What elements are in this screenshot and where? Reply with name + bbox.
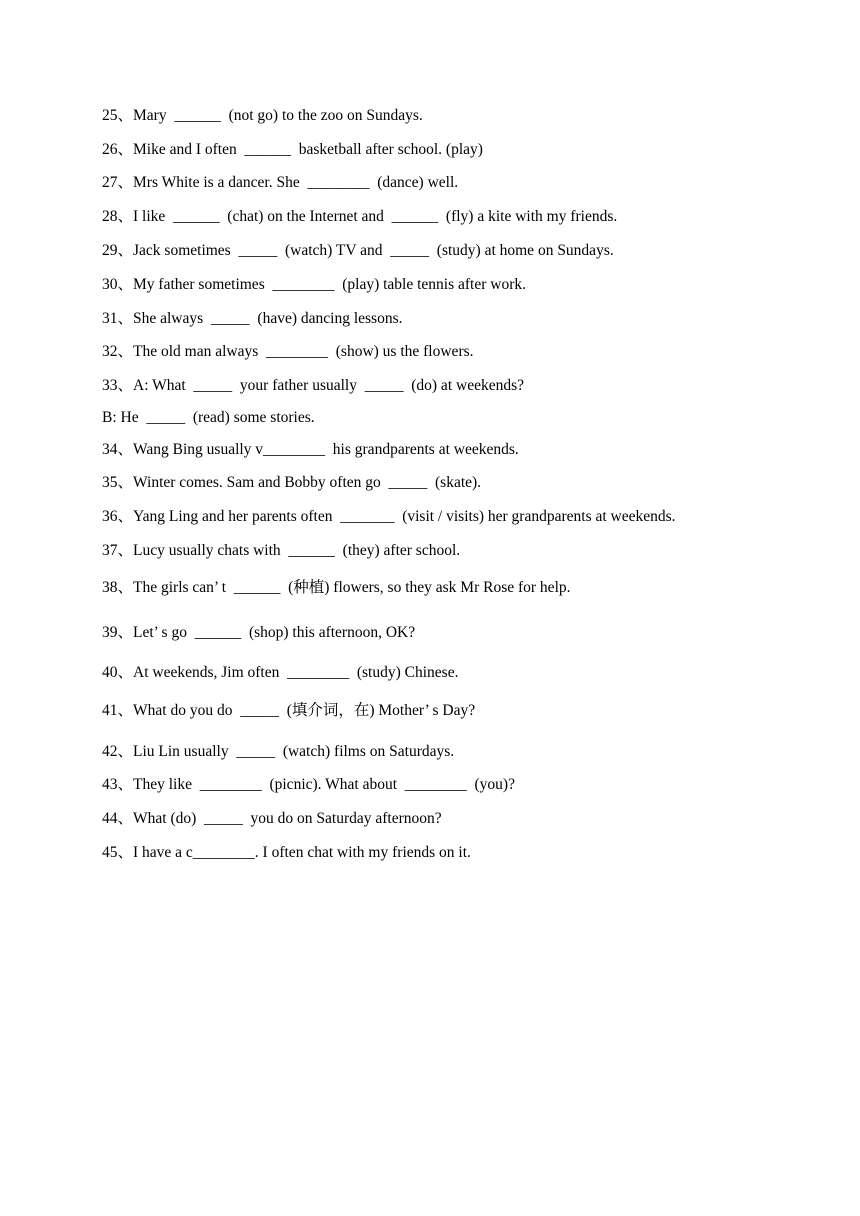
question-26: 26、Mike and I often ______ basketball after school. (play) xyxy=(102,141,483,158)
question-30: 30、My father sometimes ________ (play) table tennis after work. xyxy=(102,276,526,293)
question-45: 45、I have a c________. I often chat with my friends on it. xyxy=(102,844,471,861)
question-36: 36、Yang Ling and her parents often _______ (visit / visits) her grandparents at weekends. xyxy=(102,508,676,525)
question-28: 28、I like ______ (chat) on the Internet and ______ (fly) a kite with my friends. xyxy=(102,208,618,225)
question-34: 34、Wang Bing usually v________ his grandparents at weekends. xyxy=(102,441,519,458)
question-31: 31、She always _____ (have) dancing lessons. xyxy=(102,310,403,327)
question-32: 32、The old man always ________ (show) us the flowers. xyxy=(102,343,474,360)
question-27: 27、Mrs White is a dancer. She ________ (dance) well. xyxy=(102,174,459,191)
question-29: 29、Jack sometimes _____ (watch) TV and _____ (study) at home on Sundays. xyxy=(102,242,614,259)
question-41: 41、What do you do _____ (填介词，在) Mother’ s Day? xyxy=(102,702,476,719)
question-40: 40、At weekends, Jim often ________ (study) Chinese. xyxy=(102,664,459,681)
question-33-b: B: He _____ (read) some stories. xyxy=(102,409,315,426)
question-39: 39、Let’ s go ______ (shop) this afternoon, OK? xyxy=(102,624,416,641)
question-43: 43、They like ________ (picnic). What about ________ (you)? xyxy=(102,776,515,793)
question-38: 38、The girls can’ t ______ (种植) flowers, so they ask Mr Rose for help. xyxy=(102,579,571,596)
question-25: 25、Mary ______ (not go) to the zoo on Sundays. xyxy=(102,107,423,124)
question-37: 37、Lucy usually chats with ______ (they) after school. xyxy=(102,542,461,559)
question-33-a: 33、A: What _____ your father usually _____ (do) at weekends? xyxy=(102,377,524,394)
question-44: 44、What (do) _____ you do on Saturday afternoon? xyxy=(102,810,442,827)
question-42: 42、Liu Lin usually _____ (watch) films on Saturdays. xyxy=(102,743,455,760)
question-35: 35、Winter comes. Sam and Bobby often go _____ (skate). xyxy=(102,474,482,491)
